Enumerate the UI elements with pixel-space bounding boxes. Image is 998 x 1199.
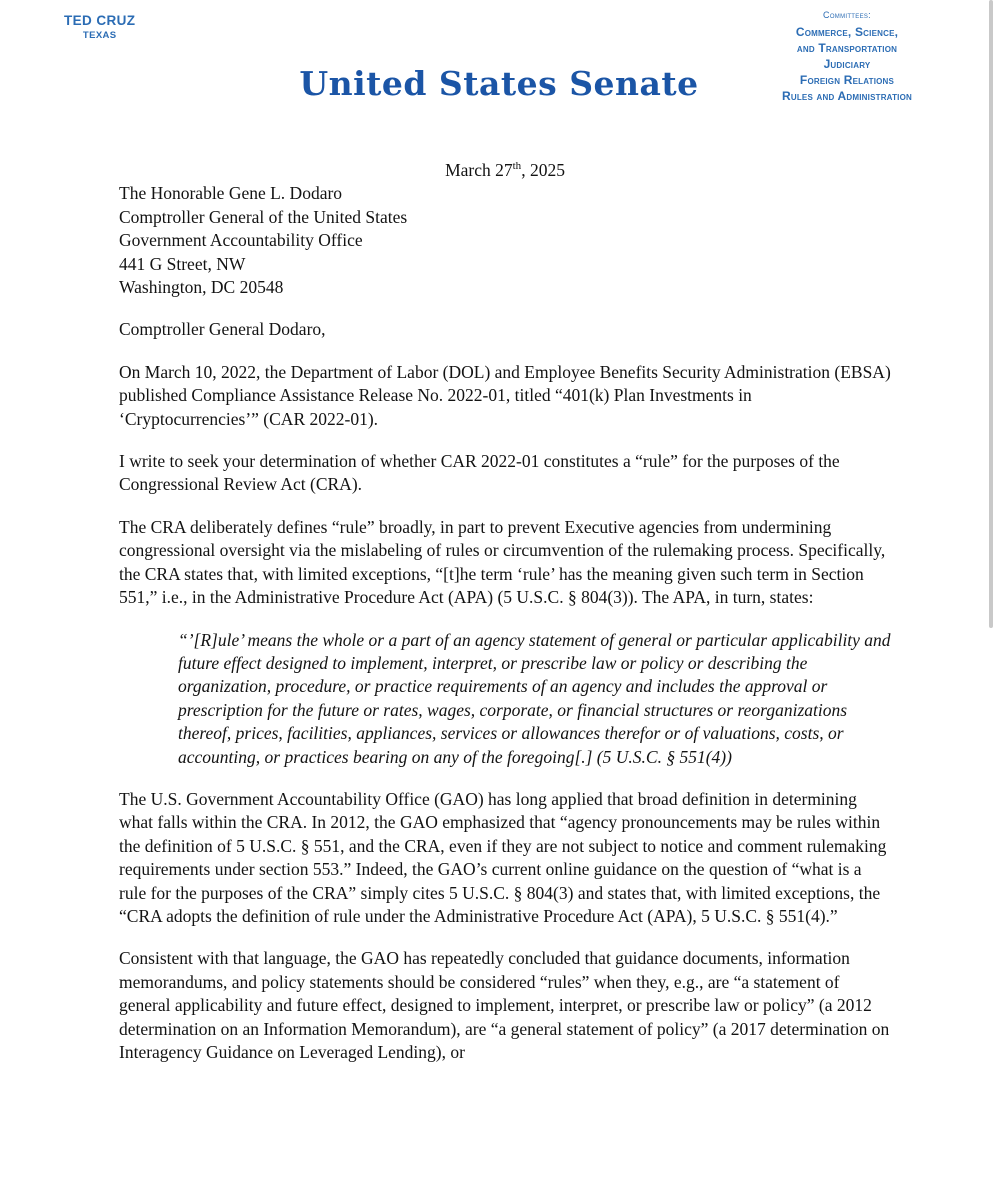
recipient-line: Washington, DC 20548 bbox=[119, 277, 284, 298]
committee-item: Commerce, Science, bbox=[795, 25, 899, 39]
salutation: Comptroller General Dodaro, bbox=[119, 319, 326, 340]
paragraph-5: Consistent with that language, the GAO has repeatedly concluded that guidance documents, information memorandums, and policy statements should be considered “rules” when they, e.g., are “a statement of general applicability and future effect, designed to implement, interpret, or prescribe law or policy” (a 2012 determination on an Information Memorandum), are “a general statement of policy” (a 2017 determination on Interagency Guidance on Leveraged Lending), or bbox=[119, 948, 890, 1062]
paragraph-4: The U.S. Government Accountability Office (GAO) has long applied that broad definition in determining what falls within the CRA. In 2012, the GAO emphasized that “agency pronouncements may be rules within the definition of 5 U.S.C. § 551, and the CRA, even if they are not subject to notice and comment rulemaking requirements under section 553.” Indeed, the GAO’s current online guidance on the question of “what is a rule for the purposes of the CRA” simply cites 5 U.S.C. § 804(3) and states that, with limited exceptions, the “CRA adopts the definition of rule under the Administrative Procedure Act (APA), 5 U.S.C. § 551(4).” bbox=[119, 788, 887, 926]
paragraph-1: On March 10, 2022, the Department of Labor (DOL) and Employee Benefits Security Administration (EBSA) published Compliance Assistance Release No. 2022-01, titled “401(k) Plan Investments in ‘Cryptocurrencies’” (CAR 2022-01). bbox=[119, 361, 891, 429]
date-main: March 27 bbox=[445, 160, 513, 180]
senate-title: United States Senate bbox=[299, 64, 699, 103]
sender-name: TED CRUZ bbox=[64, 13, 136, 28]
sender-block bbox=[64, 13, 135, 41]
committees-heading: Committees: bbox=[823, 10, 871, 20]
recipient-line: The Honorable Gene L. Dodaro bbox=[119, 183, 343, 204]
committee-item: Judiciary bbox=[823, 57, 871, 71]
recipient-line: Government Accountability Office bbox=[119, 230, 363, 251]
date-line bbox=[119, 159, 891, 182]
scrollbar-thumb[interactable] bbox=[989, 0, 993, 628]
date-year: , 2025 bbox=[521, 160, 565, 180]
statute-blockquote: “’[R]ule’ means the whole or a part of an agency statement of general or particular applicability and future effect designed to implement, interpret, or prescribe law or policy or describing the organization, procedure, or practice requirements of an agency and includes the approval or prescription for the future or rates, wages, corporate, or financial structures or reorganizations thereof, prices, facilities, appliances, services or allowances therefor or of valuations, costs, or accounting, or practices bearing on any of the foregoing[.] (5 U.S.C. § 551(4)) bbox=[178, 629, 891, 767]
recipient-address bbox=[119, 182, 891, 299]
paragraph-2: I write to seek your determination of whether CAR 2022-01 constitutes a “rule” for the purposes of the Congressional Review Act (CRA). bbox=[119, 451, 840, 495]
committees-block bbox=[732, 10, 962, 104]
committee-item: Rules and Administration bbox=[782, 89, 912, 103]
sender-state: TEXAS bbox=[82, 30, 117, 41]
recipient-line: 441 G Street, NW bbox=[119, 253, 246, 274]
date-ordinal-superscript: th bbox=[512, 160, 522, 173]
letter-body bbox=[119, 159, 891, 1064]
paragraph-3: The CRA deliberately defines “rule” broadly, in part to prevent Executive agencies from undermining congressional oversight via the mislabeling of rules or circumvention of the rulemaking process. Specifically, the CRA states that, with limited exceptions, “[t]he term ‘rule’ has the meaning given such term in Section 551,” i.e., in the Administrative Procedure Act (APA) (5 U.S.C. § 804(3)). The APA, in turn, states: bbox=[119, 516, 886, 608]
committee-item: and Transportation bbox=[796, 41, 898, 55]
recipient-line: Comptroller General of the United States bbox=[119, 206, 408, 227]
committee-item: Foreign Relations bbox=[799, 73, 895, 87]
